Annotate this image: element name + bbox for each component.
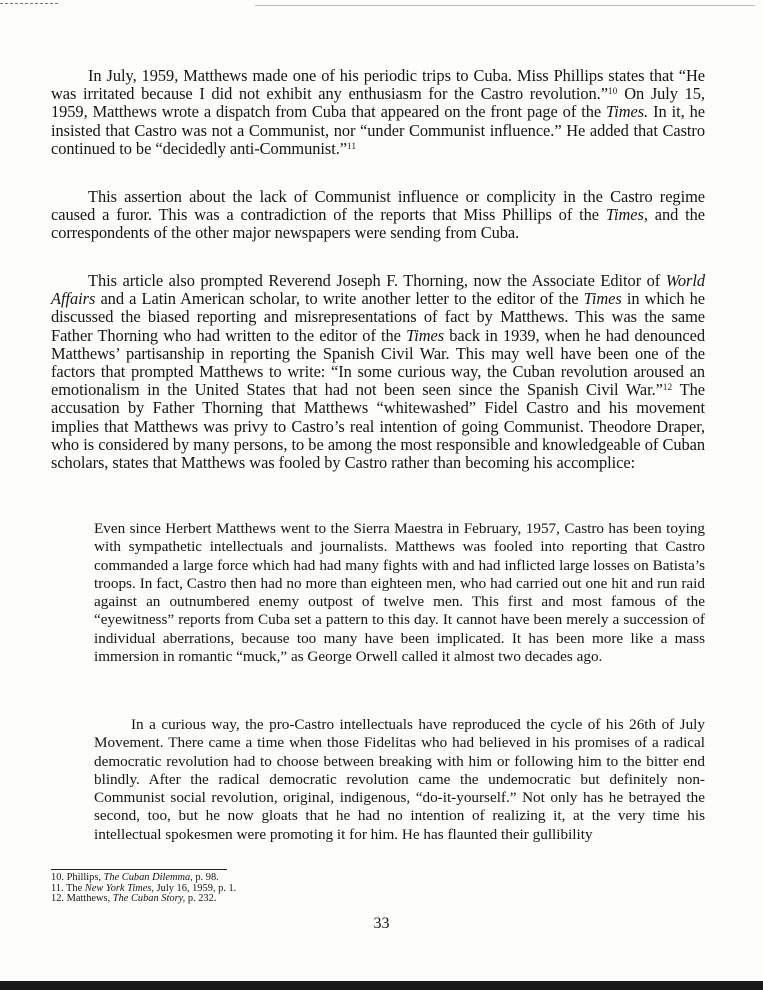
body-paragraph-2 (51, 188, 705, 243)
footnote-ref: 12 (662, 382, 673, 393)
block-quote-text: In a curious way, the pro-Castro intellectuals have reproduced the cycle of his 26th of July Movement. There came a time when those Fidelitas who had believed in his promises of a radical democratic revolution had to choose between breaking with him or following him to the bitter end blindly. After the radical democratic revolution came the undemocratic but definitely non-Communist social revolution, original, indigenous, “do-it-yourself.” Not only has he betrayed the second, too, but he now gloats that he had no intention of realizing it, at the very time his intellectual spokesmen were promoting it for him. He has flaunted their gullibility (94, 716, 705, 843)
text-run: In it, he insisted that Castro was not a Communist, nor “under Communist influence.” He added that Castro continued to be “decidedly anti-Communist.” (51, 102, 705, 158)
text-run: and the correspondents of the other major newspapers were sending from Cuba. (51, 205, 705, 243)
text-run: back in 1939, when he had denounced Matthews’ partisanship in reporting the Spanish Civil War. This may well have been one of the factors that prompted Matthews to write: “In some curious way, the Cuban revolution aroused an emotionalism in the United States that had not been seen since the Spanish Civil War.” (51, 325, 705, 400)
block-quote-paragraph-1 (94, 520, 705, 666)
text-run: The accusation by Father Thorning that Matthews “whitewashed” Fidel Castro and his movement implies that Matthews was privy to Castro’s real intention of going Communist. Theodore Draper, who is considered by many persons, to be among the most responsible and knowledgeable of Cuban scholars, states that Matthews was fooled by Castro rather than becoming his accomplice: (51, 380, 706, 473)
footnote: 11. The New York Times, July 16, 1959, p. 1. (51, 882, 237, 894)
italic-title: World Affairs (51, 271, 705, 309)
footnotes (51, 873, 451, 905)
italic-title: Times. (606, 102, 649, 122)
text-run: and a Latin American scholar, to write another letter to the editor of the (95, 289, 584, 309)
footnote: 10. Phillips, The Cuban Dilemma, p. 98. (51, 872, 219, 883)
body-paragraph-3 (51, 272, 705, 472)
text-run: in which he discussed the biased reporting and misrepresentations of fact by Matthews. This was the same Father Thorning who had written to the editor of the (51, 289, 706, 345)
footnote-ref: 10 (607, 86, 618, 97)
scan-edge-line-top (255, 5, 755, 6)
italic-title: Times (406, 325, 445, 345)
italic-title: Times (583, 289, 622, 309)
text-run: This article also prompted Reverend Joseph F. Thorning, now the Associate Editor of (88, 271, 666, 290)
text-run: On July 15, 1959, Matthews wrote a dispatch from Cuba that appeared on the front page of the (51, 84, 705, 122)
footnote-divider (51, 869, 227, 870)
page-number: 33 (373, 915, 390, 932)
italic-title: Times, (605, 205, 648, 225)
text-run: In July, 1959, Matthews made one of his periodic trips to Cuba. Miss Phillips states that “He was irritated because I did not exhibit any enthusiasm for the Castro revolution.” (51, 66, 705, 104)
footnote: 12. Matthews, The Cuban Story, p. 232. (51, 893, 217, 905)
block-quote-text: Even since Herbert Matthews went to the Sierra Maestra in February, 1957, Castro has been toying with sympathetic intellectuals and journalists. Matthews was fooled into reporting that Castro commanded a large force which had had many fights with and had inflicted large losses on Batista’s troops. In fact, Castro then had no more than eighteen men, who had carried out one hit and run raid against an outnumbered enemy outpost of twelve men. This first and most famous of the “eyewitness” reports from Cuba set a pattern to this day. It cannot have been merely a succession of individual aberrations, because too many have been implicated. It has been more like a mass immersion in romantic “muck,” as George Orwell called it almost two decades ago. (94, 520, 705, 666)
body-paragraph-1 (51, 67, 705, 158)
scan-edge-mark-top-left (0, 3, 58, 4)
block-quote-paragraph-2 (94, 716, 705, 844)
text-run: This assertion about the lack of Communist influence or complicity in the Castro regime caused a furor. This was a contradiction of the reports that Miss Phillips of the (51, 187, 705, 225)
scan-edge-bar-bottom (0, 981, 763, 990)
footnote-ref: 11 (347, 140, 357, 151)
